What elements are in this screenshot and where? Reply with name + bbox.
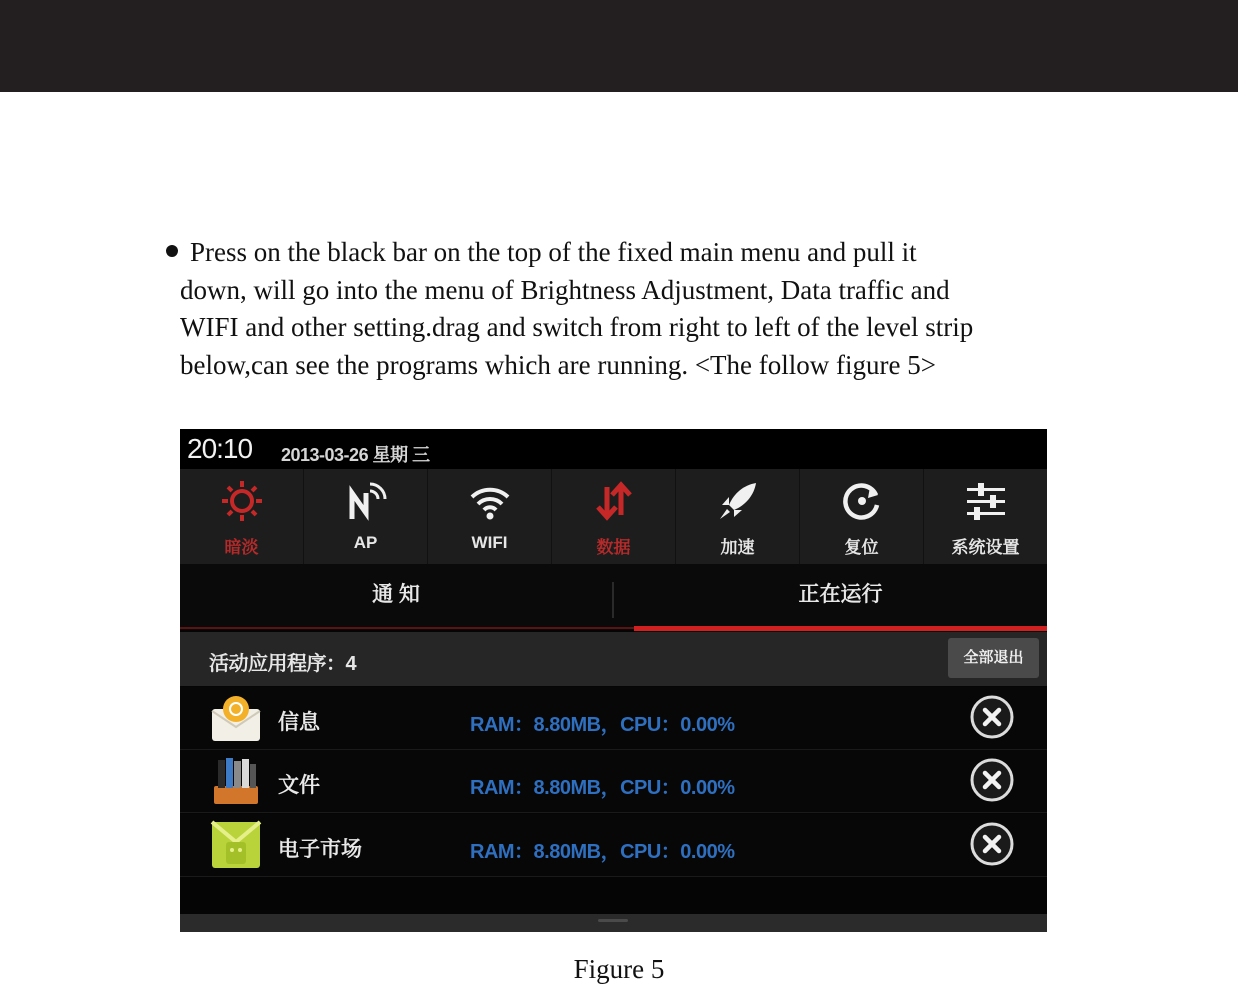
instruction-line-3: WIFI and other setting.drag and switch from right to left of the level strip <box>180 312 974 342</box>
tab-running[interactable]: 正在运行 <box>798 583 883 606</box>
drag-handle[interactable] <box>598 919 628 922</box>
quick-tile-brightness[interactable] <box>180 469 304 564</box>
tab-notifications[interactable]: 通 知 <box>372 583 420 606</box>
bullet-icon <box>166 245 178 257</box>
app-row-file[interactable] <box>180 750 1047 813</box>
running-apps-header <box>180 632 1047 686</box>
quick-tile-label: 数据 <box>596 538 631 557</box>
instruction-line-4: below,can see the programs which are running. <The follow figure 5> <box>180 349 936 380</box>
file-app-icon <box>210 756 262 806</box>
running-apps-count: 活动应用程序：4 <box>209 653 357 675</box>
app-stats: RAM：8.80MB，CPU：0.00% <box>470 714 735 736</box>
brightness-icon <box>220 479 264 523</box>
quick-settings-panel <box>180 469 1047 564</box>
app-row-message[interactable] <box>180 687 1047 750</box>
status-bar[interactable] <box>180 429 1047 469</box>
tab-bar <box>180 564 1047 630</box>
settings-sliders-icon <box>964 479 1008 523</box>
app-row-market[interactable] <box>180 814 1047 877</box>
app-name: 电子市场 <box>278 838 362 861</box>
status-time: 20:10 <box>187 433 253 464</box>
instruction-line-1: Press on the black bar on the top of the fixed main menu and pull it <box>190 237 917 267</box>
quick-tile-label: 加速 <box>720 538 755 557</box>
close-icon[interactable] <box>970 822 1014 866</box>
figure-caption: Figure 5 <box>573 954 665 984</box>
instruction-paragraph <box>166 234 1050 384</box>
quick-tile-wifi[interactable] <box>428 469 552 564</box>
quick-tile-data[interactable] <box>552 469 676 564</box>
exit-all-button[interactable]: 全部退出 <box>948 638 1039 678</box>
close-icon[interactable] <box>970 695 1014 739</box>
app-name: 信息 <box>278 711 320 734</box>
market-app-icon <box>210 820 262 870</box>
quick-tile-label: WIFI <box>471 533 508 552</box>
quick-tile-label: 系统设置 <box>951 538 1020 557</box>
quick-tile-settings[interactable] <box>924 469 1047 564</box>
quick-tile-label: AP <box>353 533 378 552</box>
rocket-icon <box>716 479 760 523</box>
quick-tile-label: 暗淡 <box>224 538 259 557</box>
quick-tile-ap[interactable] <box>304 469 428 564</box>
tab-active-indicator <box>634 626 1047 631</box>
message-app-icon <box>210 693 262 743</box>
app-stats: RAM：8.80MB，CPU：0.00% <box>470 777 735 799</box>
quick-tile-boost[interactable] <box>676 469 800 564</box>
quick-tile-label: 复位 <box>844 538 879 557</box>
phone-screenshot <box>180 429 1047 932</box>
status-date: 2013-03-26 星期 三 <box>281 445 430 465</box>
app-name: 文件 <box>278 774 320 797</box>
reset-icon <box>840 479 884 523</box>
hotspot-icon <box>344 479 388 523</box>
app-stats: RAM：8.80MB，CPU：0.00% <box>470 841 735 863</box>
pull-handle-bar[interactable] <box>180 914 1047 932</box>
close-icon[interactable] <box>970 758 1014 802</box>
instruction-line-2: down, will go into the menu of Brightness Adjustment, Data traffic and <box>180 274 950 305</box>
document-header-bar <box>0 0 1238 92</box>
quick-tile-reset[interactable] <box>800 469 924 564</box>
wifi-icon <box>468 479 512 523</box>
tab-divider <box>612 582 614 618</box>
data-traffic-icon <box>592 479 636 523</box>
